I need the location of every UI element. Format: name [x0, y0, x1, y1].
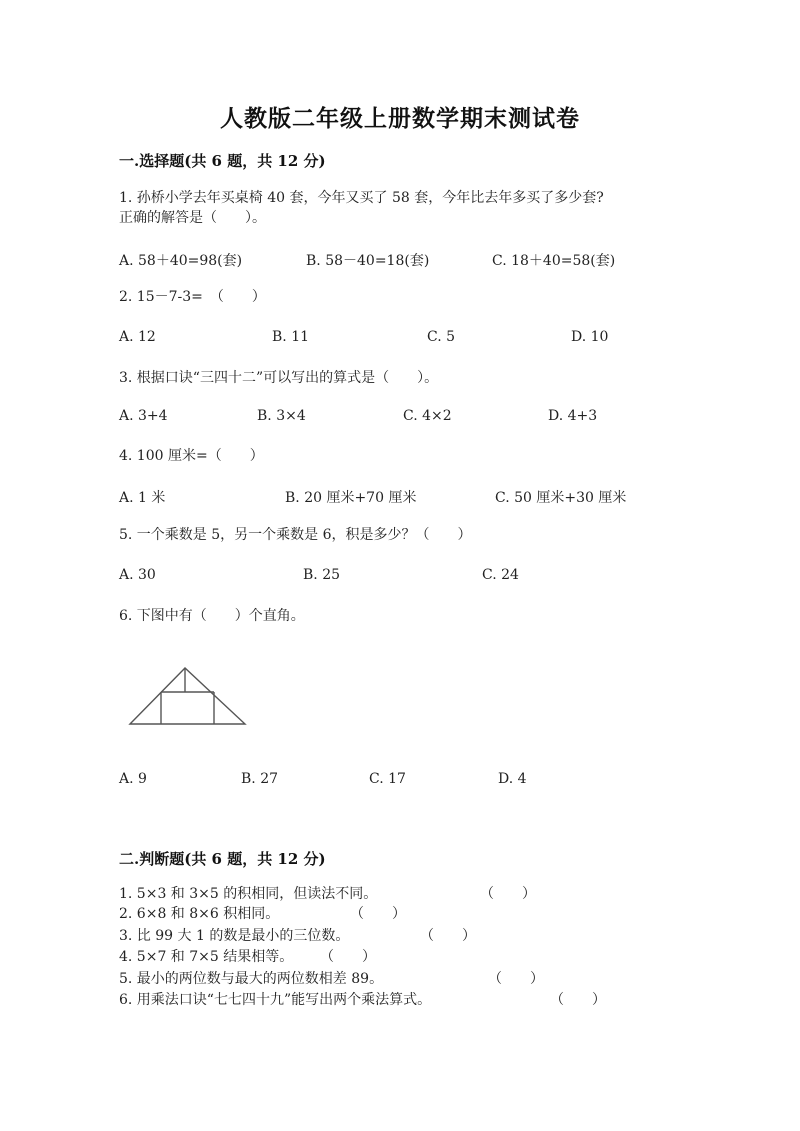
statement: 1. 5×3 和 3×5 的积相同，但读法不同。	[119, 886, 378, 902]
statement: 5. 最小的两位数与最大的两位数相差 89。	[119, 971, 384, 987]
option-a[interactable]: A. 9	[119, 771, 147, 787]
section-heading-choice: 一.选择题(共 6 题，共 12 分)	[119, 152, 326, 170]
answer-blank[interactable]: （ ）	[420, 928, 476, 944]
option-b[interactable]: B. 25	[303, 567, 341, 583]
option-a[interactable]: A. 12	[119, 329, 156, 345]
option-c[interactable]: C. 24	[482, 567, 519, 583]
statement: 2. 6×8 和 8×6 积相同。	[119, 906, 280, 922]
question-text: 正确的解答是（ ）。	[119, 210, 266, 226]
question-text: 3. 根据口诀“三四十二”可以写出的算式是（ ）。	[119, 370, 439, 386]
answer-blank[interactable]: （ ）	[550, 992, 606, 1008]
option-b[interactable]: B. 3×4	[257, 408, 306, 424]
option-b[interactable]: B. 58－40=18(套)	[306, 253, 430, 269]
answer-blank[interactable]: （ ）	[480, 886, 536, 902]
option-a[interactable]: A. 3+4	[119, 408, 168, 424]
option-c[interactable]: C. 17	[369, 771, 406, 787]
option-c[interactable]: C. 50 厘米+30 厘米	[495, 490, 627, 506]
statement: 4. 5×7 和 7×5 结果相等。	[119, 949, 294, 965]
section-heading-judgment: 二.判断题(共 6 题，共 12 分)	[119, 850, 326, 868]
answer-blank[interactable]: （ ）	[320, 949, 376, 965]
option-c[interactable]: C. 18＋40=58(套)	[492, 253, 616, 269]
option-c[interactable]: C. 5	[427, 329, 456, 345]
option-b[interactable]: B. 11	[272, 329, 310, 345]
outer-triangle	[130, 668, 245, 724]
statement: 3. 比 99 大 1 的数是最小的三位数。	[119, 928, 350, 944]
question-text: 5. 一个乘数是 5，另一个乘数是 6，积是多少？（ ）	[119, 527, 472, 543]
option-a[interactable]: A. 30	[119, 567, 156, 583]
question-text: 4. 100 厘米=（ ）	[119, 448, 264, 464]
statement: 6. 用乘法口诀“七七四十九”能写出两个乘法算式。	[119, 992, 432, 1008]
option-b[interactable]: B. 20 厘米+70 厘米	[285, 490, 417, 506]
option-c[interactable]: C. 4×2	[403, 408, 452, 424]
option-a[interactable]: A. 1 米	[119, 490, 166, 506]
answer-blank[interactable]: （ ）	[488, 971, 544, 987]
triangle-figure	[128, 664, 248, 728]
option-b[interactable]: B. 27	[241, 771, 279, 787]
question-text: 1. 孙桥小学去年买桌椅 40 套，今年又买了 58 套，今年比去年多买了多少套?	[119, 190, 604, 206]
page-title: 人教版二年级上册数学期末测试卷	[220, 105, 580, 132]
option-d[interactable]: D. 4	[498, 771, 527, 787]
option-a[interactable]: A. 58＋40=98(套)	[119, 253, 243, 269]
answer-blank[interactable]: （ ）	[350, 906, 406, 922]
question-text: 6. 下图中有（ ）个直角。	[119, 608, 305, 624]
question-text: 2. 15－7-3= （ ）	[119, 289, 266, 305]
option-d[interactable]: D. 4+3	[548, 408, 598, 424]
option-d[interactable]: D. 10	[571, 329, 609, 345]
